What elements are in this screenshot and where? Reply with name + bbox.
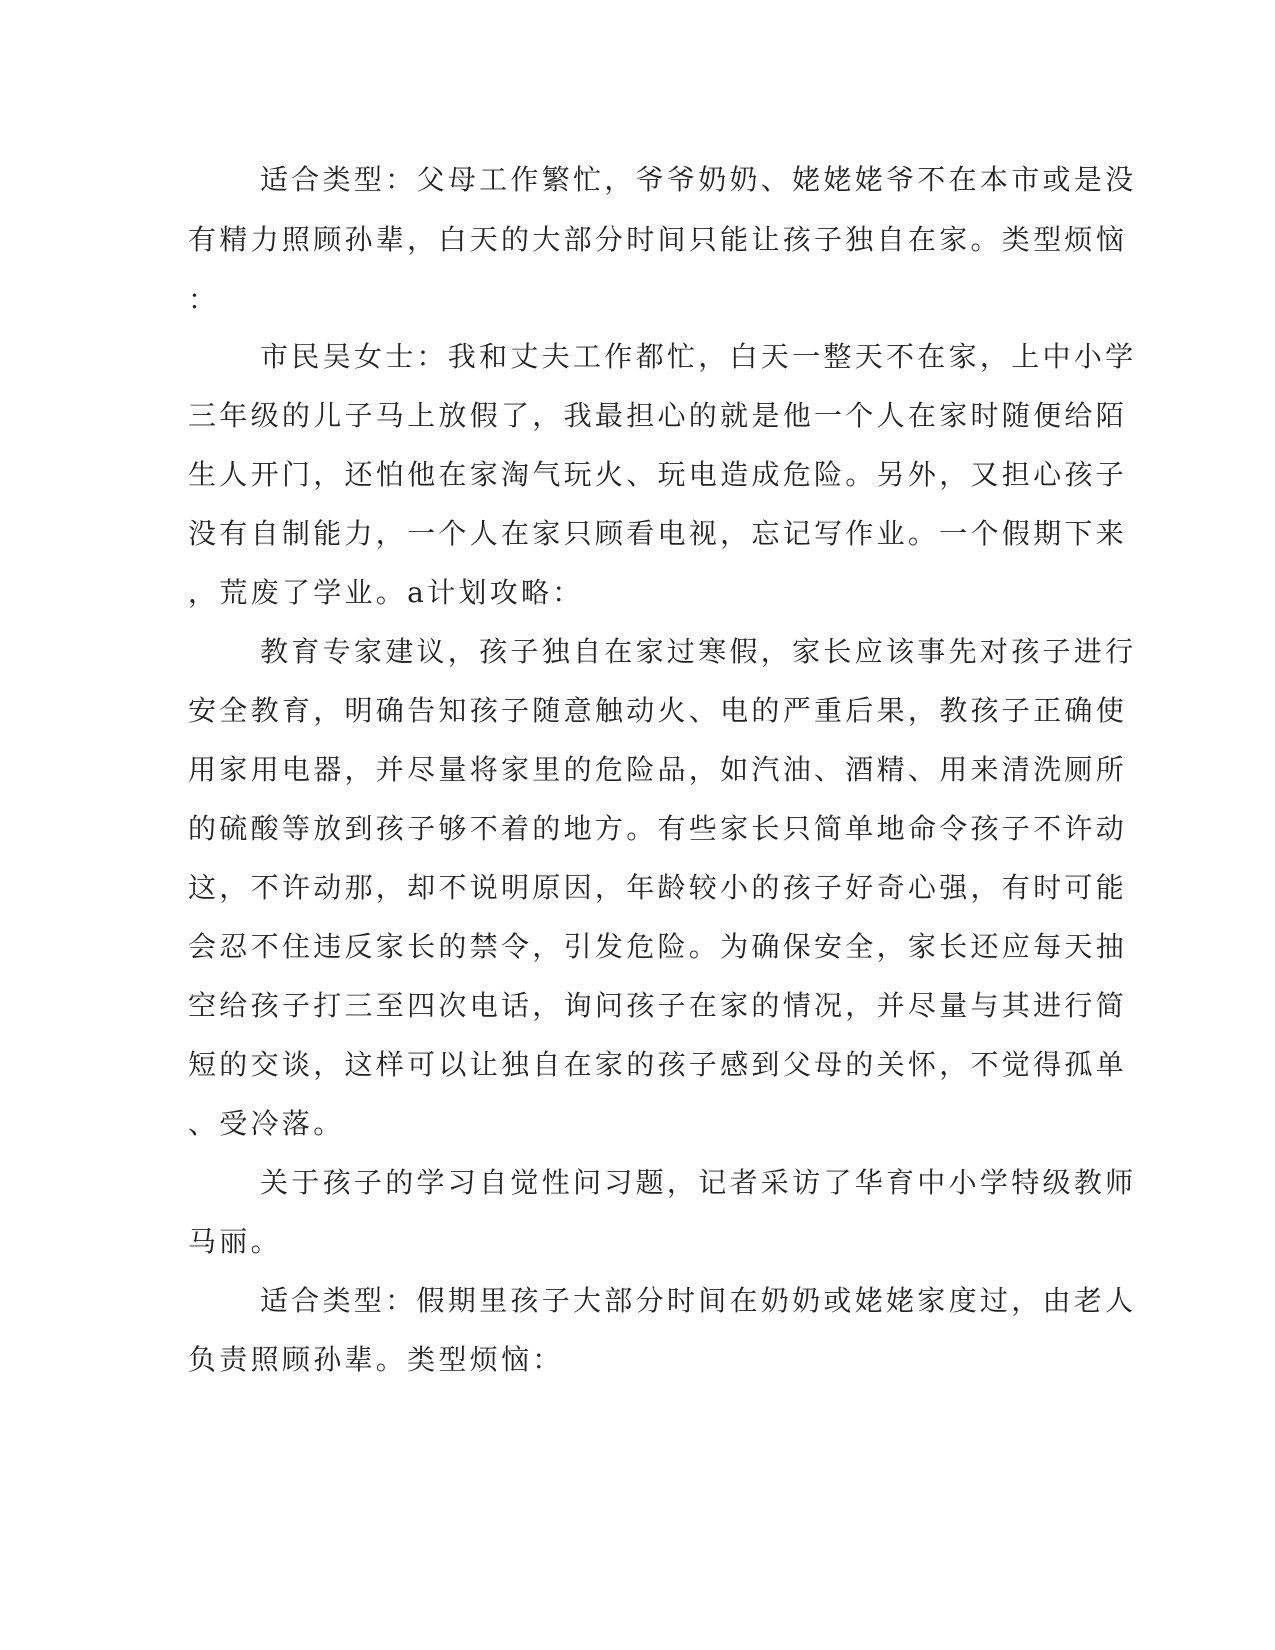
paragraph-line: 适合类型：父母工作繁忙，爷爷奶奶、姥姥姥爷不在本市或是没 bbox=[260, 163, 1137, 196]
paragraph-line: 适合类型：假期里孩子大部分时间在奶奶或姥姥家度过，由老人 bbox=[260, 1284, 1137, 1317]
paragraph-line: 生人开门，还怕他在家淘气玩火、玩电造成危险。另外，又担心孩子 bbox=[188, 458, 1128, 491]
paragraph-line: 有精力照顾孙辈，白天的大部分时间只能让孩子独自在家。类型烦恼 bbox=[188, 223, 1128, 256]
paragraph-line: ，荒废了学业。a计划攻略： bbox=[188, 576, 584, 609]
paragraph-line: 教育专家建议，孩子独自在家过寒假，家长应该事先对孩子进行 bbox=[260, 635, 1137, 668]
paragraph-line: 负责照顾孙辈。类型烦恼： bbox=[188, 1343, 564, 1376]
paragraph-line: 没有自制能力，一个人在家只顾看电视，忘记写作业。一个假期下来 bbox=[188, 517, 1128, 550]
paragraph-line: 市民吴女士：我和丈夫工作都忙，白天一整天不在家，上中小学 bbox=[260, 340, 1137, 373]
paragraph-line: 这，不许动那，却不说明原因，年龄较小的孩子好奇心强，有时可能 bbox=[188, 871, 1128, 904]
paragraph-line: ： bbox=[188, 283, 220, 316]
paragraph-line: 安全教育，明确告知孩子随意触动火、电的严重后果，教孩子正确使 bbox=[188, 694, 1128, 727]
paragraph-line: 短的交谈，这样可以让独自在家的孩子感到父母的关怀，不觉得孤单 bbox=[188, 1048, 1128, 1081]
paragraph-line: 三年级的儿子马上放假了，我最担心的就是他一个人在家时随便给陌 bbox=[188, 399, 1128, 432]
paragraph-line: 、受冷落。 bbox=[188, 1107, 345, 1140]
paragraph-line: 马丽。 bbox=[188, 1225, 282, 1258]
paragraph-line: 空给孩子打三至四次电话，询问孩子在家的情况，并尽量与其进行简 bbox=[188, 989, 1128, 1022]
paragraph-line: 的硫酸等放到孩子够不着的地方。有些家长只简单地命令孩子不许动 bbox=[188, 812, 1128, 845]
paragraph-line: 关于孩子的学习自觉性问习题，记者采访了华育中小学特级教师 bbox=[260, 1166, 1137, 1199]
paragraph-line: 会忍不住违反家长的禁令，引发危险。为确保安全，家长还应每天抽 bbox=[188, 930, 1128, 963]
paragraph-line: 用家用电器，并尽量将家里的危险品，如汽油、酒精、用来清洗厕所 bbox=[188, 753, 1128, 786]
